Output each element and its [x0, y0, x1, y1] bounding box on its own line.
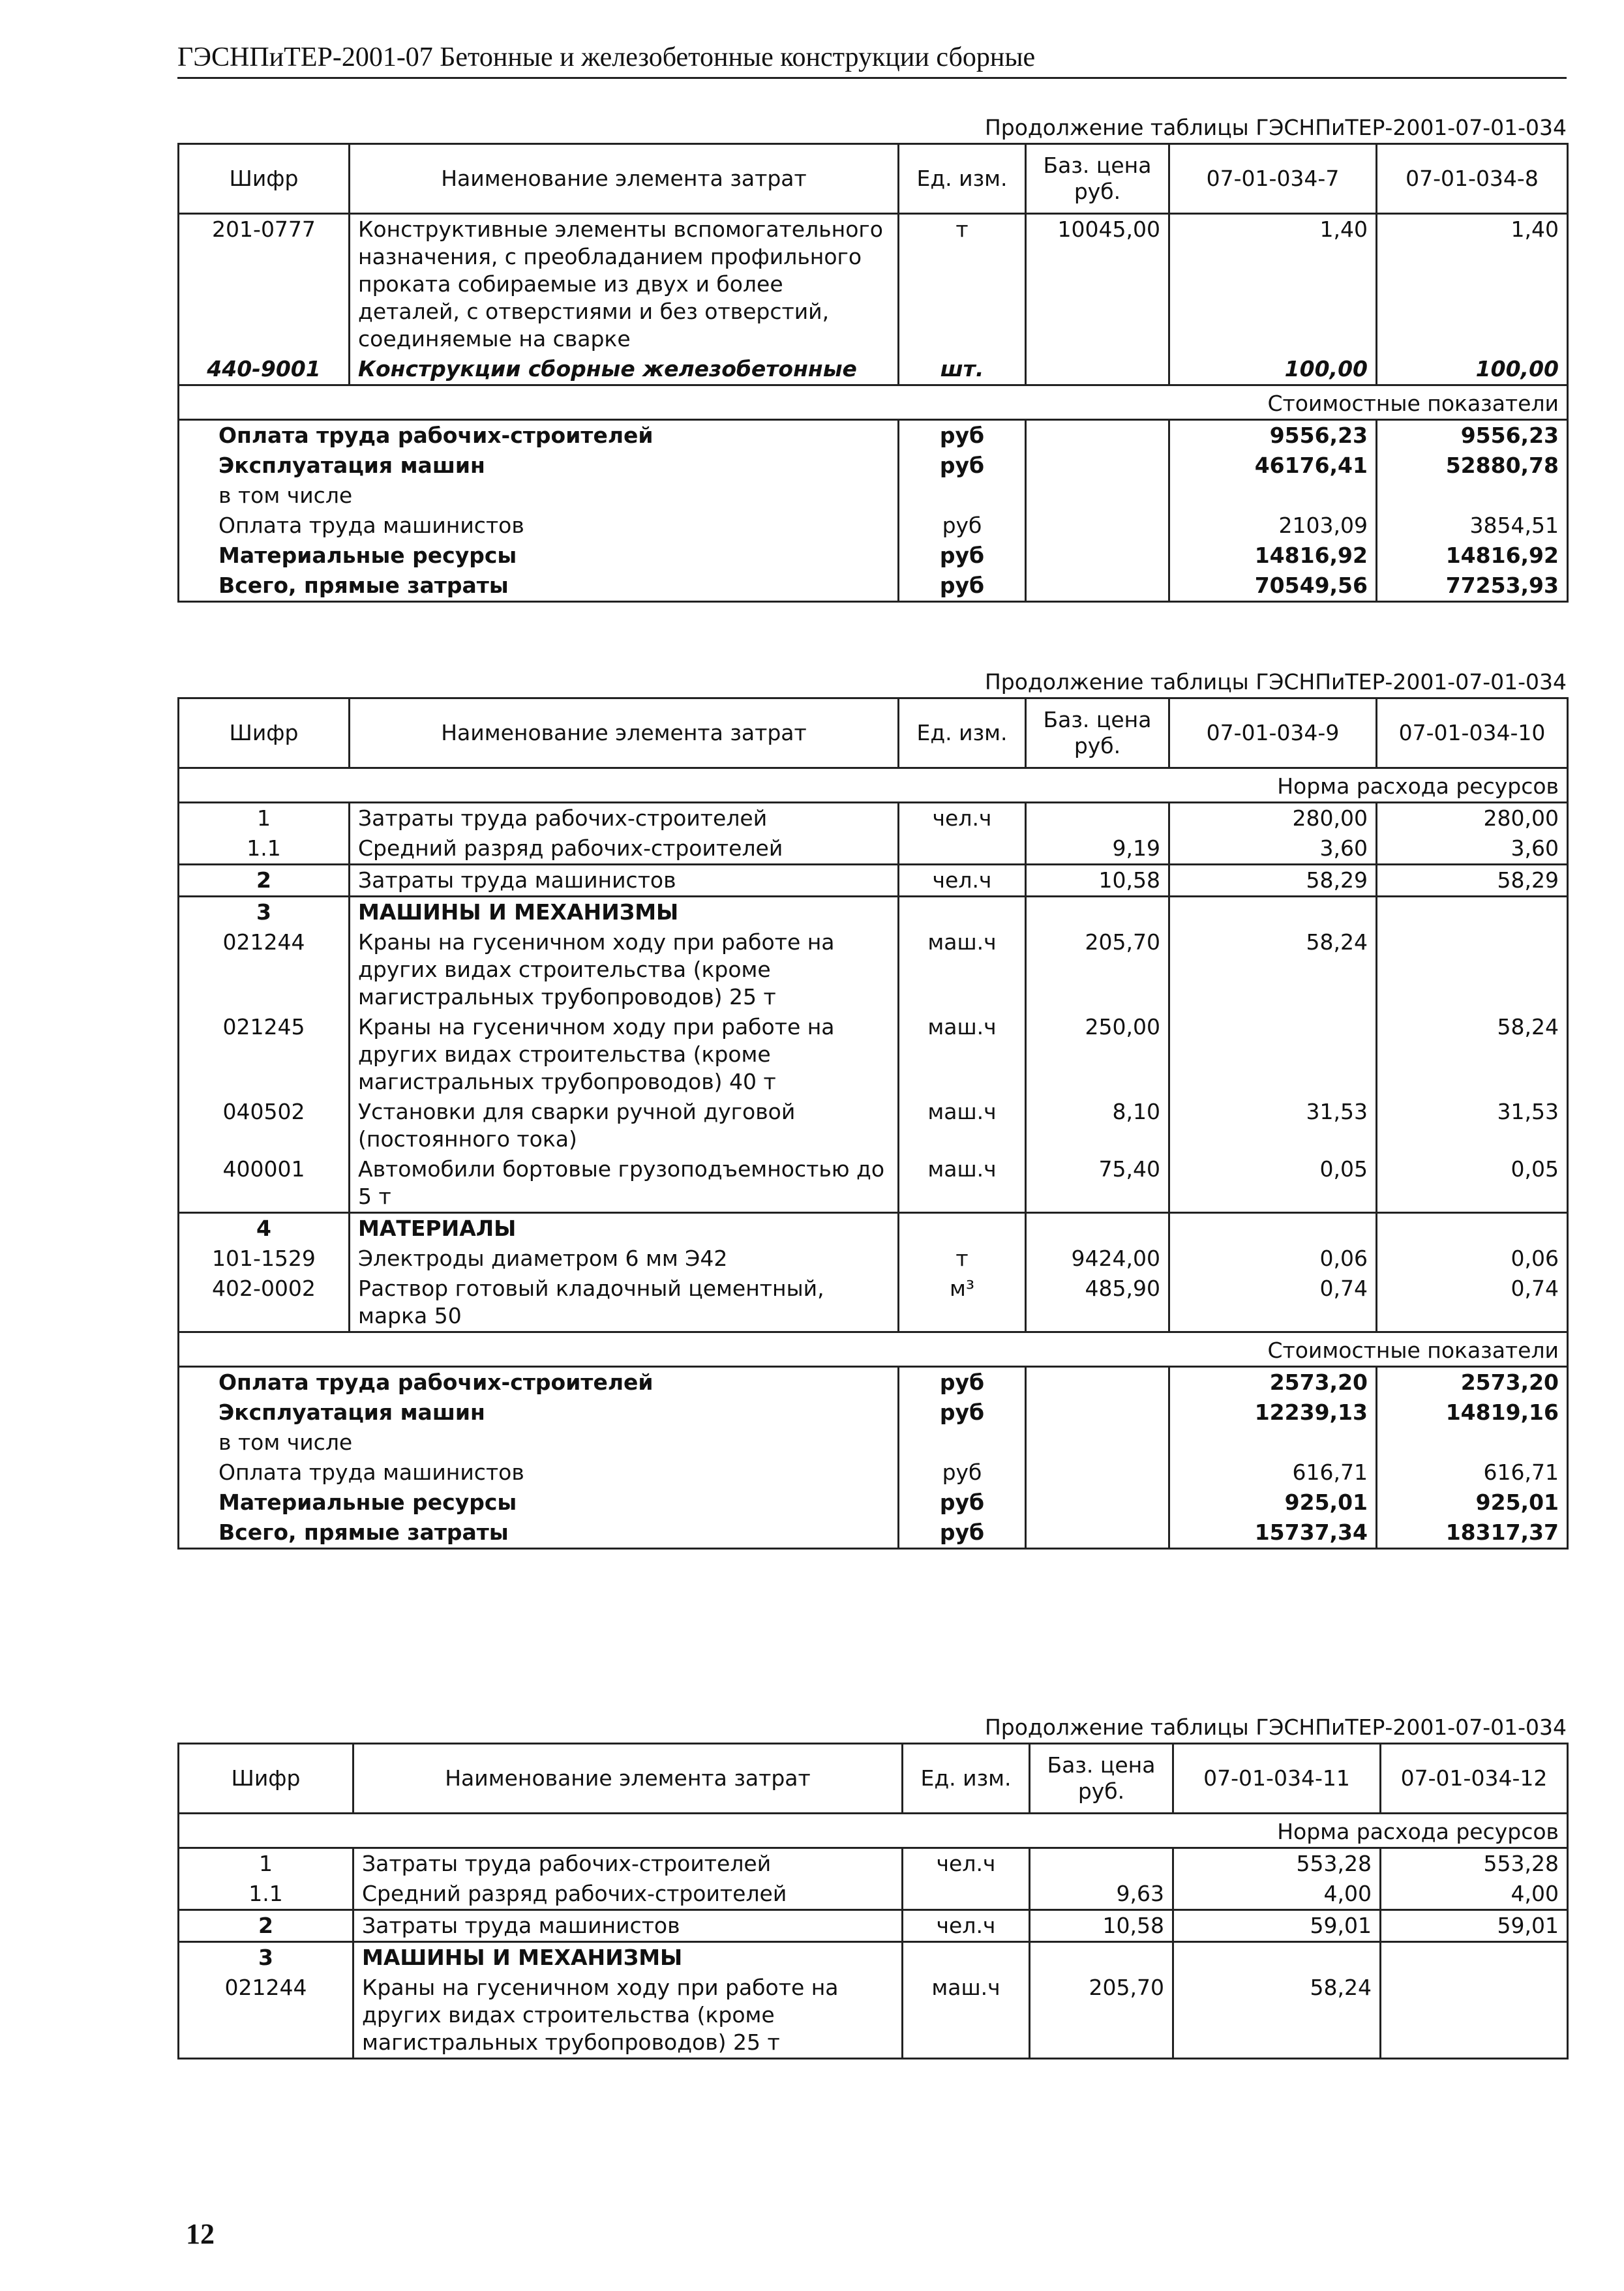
cost-empty: [1026, 420, 1169, 451]
row-value-a: [1173, 1942, 1381, 1973]
cost-empty: [1026, 541, 1169, 571]
row-value-a: [1169, 1012, 1377, 1097]
cost-unit: руб: [899, 541, 1026, 571]
row-code: 021244: [179, 1973, 353, 2059]
cost-row: [179, 1518, 1568, 1549]
cost-label: Эксплуатация машин: [179, 451, 899, 481]
cost-row: [179, 481, 1568, 511]
row-name: Автомобили бортовые грузоподъемностью до 5 т: [350, 1154, 899, 1213]
table-row: [179, 1973, 1568, 2059]
row-value-a: [1169, 897, 1377, 928]
col-price: Баз. цена руб.: [1026, 698, 1169, 768]
row-unit: м³: [899, 1274, 1026, 1332]
cost-value-b: 14816,92: [1377, 541, 1568, 571]
cost-label: Всего, прямые затраты: [179, 571, 899, 602]
table-row: [179, 897, 1568, 928]
table-row: [179, 1848, 1568, 1879]
row-value-a: 100,00: [1169, 354, 1377, 385]
cost-row: [179, 511, 1568, 541]
cost-unit: руб: [899, 1367, 1026, 1398]
cost-label: Оплата труда рабочих-строителей: [179, 420, 899, 451]
cost-label: Оплата труда рабочих-строителей: [179, 1367, 899, 1398]
row-name: Затраты труда рабочих-строителей: [350, 803, 899, 834]
row-unit: маш.ч: [903, 1973, 1030, 2059]
cost-label: Материальные ресурсы: [179, 1488, 899, 1518]
row-code: 1.1: [179, 1879, 353, 1910]
table-row: [179, 865, 1568, 897]
row-price: 9,19: [1026, 833, 1169, 865]
table-row: [179, 214, 1568, 355]
col-b: 07-01-034-8: [1377, 144, 1568, 214]
row-name: Средний разряд рабочих-строителей: [350, 833, 899, 865]
row-name: Затраты труда машинистов: [353, 1910, 903, 1942]
row-value-a: 58,29: [1169, 865, 1377, 897]
cost-row: [179, 1488, 1568, 1518]
table-row: [179, 1097, 1568, 1154]
row-name: МАШИНЫ И МЕХАНИЗМЫ: [350, 897, 899, 928]
cost-value-a: 12239,13: [1169, 1398, 1377, 1428]
cost-indicators-label: Стоимостные показатели: [179, 385, 1568, 420]
col-code: Шифр: [179, 698, 350, 768]
row-name: Раствор готовый кладочный цементный, марка 50: [350, 1274, 899, 1332]
page-header: ГЭСНПиТЕР-2001-07 Бетонные и железобетонные конструкции сборные: [177, 40, 1567, 79]
cost-value-b: 18317,37: [1377, 1518, 1568, 1549]
cost-unit: руб: [899, 571, 1026, 602]
row-unit: [899, 1213, 1026, 1244]
cost-value-a: 15737,34: [1169, 1518, 1377, 1549]
row-unit: маш.ч: [899, 927, 1026, 1012]
cost-row: [179, 571, 1568, 602]
col-a: 07-01-034-9: [1169, 698, 1377, 768]
row-code: 3: [179, 1942, 353, 1973]
row-value-b: [1377, 897, 1568, 928]
cost-unit: руб: [899, 1488, 1026, 1518]
cost-row: [179, 1428, 1568, 1458]
row-value-a: 58,24: [1173, 1973, 1381, 2059]
col-unit: Ед. изм.: [899, 144, 1026, 214]
row-code: 101-1529: [179, 1244, 350, 1274]
row-name: Краны на гусеничном ходу при работе на других видах строительства (кроме магистральных трубопроводов) 25 т: [350, 927, 899, 1012]
cost-value-a: 2103,09: [1169, 511, 1377, 541]
row-unit: чел.ч: [899, 803, 1026, 834]
cost-value-a: 925,01: [1169, 1488, 1377, 1518]
table-row: [179, 1910, 1568, 1942]
cost-empty: [1026, 1367, 1169, 1398]
row-unit: маш.ч: [899, 1097, 1026, 1154]
continuation-label: Продолжение таблицы ГЭСНПиТЕР-2001-07-01-034: [984, 1715, 1567, 1740]
cost-value-b: [1377, 481, 1568, 511]
cost-value-a: 14816,92: [1169, 541, 1377, 571]
row-value-a: 31,53: [1169, 1097, 1377, 1154]
table-row: [179, 354, 1568, 385]
row-value-b: [1381, 1942, 1568, 1973]
cost-unit: [899, 481, 1026, 511]
col-code: Шифр: [179, 1744, 353, 1814]
row-value-a: 59,01: [1173, 1910, 1381, 1942]
row-unit: шт.: [899, 354, 1026, 385]
row-name: Электроды диаметром 6 мм Э42: [350, 1244, 899, 1274]
table-row: [179, 1012, 1568, 1097]
cost-value-b: 77253,93: [1377, 571, 1568, 602]
row-price: [1026, 354, 1169, 385]
row-value-b: 0,74: [1377, 1274, 1568, 1332]
col-name: Наименование элемента затрат: [350, 698, 899, 768]
row-unit: [899, 833, 1026, 865]
row-name: Затраты труда рабочих-строителей: [353, 1848, 903, 1879]
row-value-b: 4,00: [1381, 1879, 1568, 1910]
cost-value-a: [1169, 1428, 1377, 1458]
cost-value-b: 925,01: [1377, 1488, 1568, 1518]
col-unit: Ед. изм.: [899, 698, 1026, 768]
cost-unit: руб: [899, 511, 1026, 541]
row-price: 10,58: [1030, 1910, 1173, 1942]
row-value-a: 553,28: [1173, 1848, 1381, 1879]
row-code: 021245: [179, 1012, 350, 1097]
row-value-b: 3,60: [1377, 833, 1568, 865]
row-unit: т: [899, 1244, 1026, 1274]
cost-indicators-label: Стоимостные показатели: [179, 1332, 1568, 1367]
cost-value-a: 9556,23: [1169, 420, 1377, 451]
table-row: [179, 1244, 1568, 1274]
col-b: 07-01-034-10: [1377, 698, 1568, 768]
table-row: [179, 1213, 1568, 1244]
row-name: МАШИНЫ И МЕХАНИЗМЫ: [353, 1942, 903, 1973]
row-code: 1.1: [179, 833, 350, 865]
continuation-label: Продолжение таблицы ГЭСНПиТЕР-2001-07-01-034: [984, 115, 1567, 140]
row-code: 402-0002: [179, 1274, 350, 1332]
col-name: Наименование элемента затрат: [353, 1744, 903, 1814]
row-value-a: 3,60: [1169, 833, 1377, 865]
row-value-a: 0,05: [1169, 1154, 1377, 1213]
row-unit: чел.ч: [899, 865, 1026, 897]
row-value-b: 59,01: [1381, 1910, 1568, 1942]
row-price: 75,40: [1026, 1154, 1169, 1213]
table-row: [179, 1274, 1568, 1332]
cost-value-a: [1169, 481, 1377, 511]
cost-value-b: [1377, 1428, 1568, 1458]
section-row: [179, 1332, 1568, 1367]
cost-value-b: 52880,78: [1377, 451, 1568, 481]
row-price: 10045,00: [1026, 214, 1169, 355]
row-unit: [903, 1942, 1030, 1973]
row-value-b: 58,29: [1377, 865, 1568, 897]
row-code: 040502: [179, 1097, 350, 1154]
cost-empty: [1026, 1518, 1169, 1549]
cost-value-b: 14819,16: [1377, 1398, 1568, 1428]
row-value-b: 1,40: [1377, 214, 1568, 355]
row-unit: т: [899, 214, 1026, 355]
row-price: 205,70: [1026, 927, 1169, 1012]
row-price: [1026, 803, 1169, 834]
row-value-b: 100,00: [1377, 354, 1568, 385]
cost-label: Эксплуатация машин: [179, 1398, 899, 1428]
cost-empty: [1026, 1458, 1169, 1488]
section-row: [179, 385, 1568, 420]
cost-table-3: [177, 1743, 1569, 2059]
row-value-a: 1,40: [1169, 214, 1377, 355]
col-a: 07-01-034-7: [1169, 144, 1377, 214]
cost-row: [179, 420, 1568, 451]
row-code: 4: [179, 1213, 350, 1244]
row-value-a: 0,06: [1169, 1244, 1377, 1274]
row-name: Затраты труда машинистов: [350, 865, 899, 897]
row-value-b: 0,06: [1377, 1244, 1568, 1274]
row-price: 8,10: [1026, 1097, 1169, 1154]
row-unit: чел.ч: [903, 1910, 1030, 1942]
row-value-a: 280,00: [1169, 803, 1377, 834]
row-value-b: 0,05: [1377, 1154, 1568, 1213]
row-value-a: 0,74: [1169, 1274, 1377, 1332]
row-value-b: [1377, 1213, 1568, 1244]
row-price: 485,90: [1026, 1274, 1169, 1332]
cost-value-a: 2573,20: [1169, 1367, 1377, 1398]
cost-value-a: 70549,56: [1169, 571, 1377, 602]
col-code: Шифр: [179, 144, 350, 214]
cost-table-1: [177, 143, 1569, 603]
row-price: 10,58: [1026, 865, 1169, 897]
cost-unit: [899, 1428, 1026, 1458]
cost-label: в том числе: [179, 1428, 899, 1458]
col-name: Наименование элемента затрат: [350, 144, 899, 214]
cost-empty: [1026, 481, 1169, 511]
table-block-3: [177, 1714, 1567, 2059]
cost-value-a: 46176,41: [1169, 451, 1377, 481]
table-row: [179, 1879, 1568, 1910]
row-price: 250,00: [1026, 1012, 1169, 1097]
row-unit: [899, 897, 1026, 928]
row-value-b: 31,53: [1377, 1097, 1568, 1154]
row-name: Конструкции сборные железобетонные: [350, 354, 899, 385]
col-a: 07-01-034-11: [1173, 1744, 1381, 1814]
cost-label: в том числе: [179, 481, 899, 511]
cost-label: Всего, прямые затраты: [179, 1518, 899, 1549]
cost-value-b: 9556,23: [1377, 420, 1568, 451]
row-unit: чел.ч: [903, 1848, 1030, 1879]
cost-unit: руб: [899, 451, 1026, 481]
row-price: [1030, 1848, 1173, 1879]
table-row: [179, 1942, 1568, 1973]
cost-empty: [1026, 511, 1169, 541]
row-code: 440-9001: [179, 354, 350, 385]
row-name: Установки для сварки ручной дуговой (постоянного тока): [350, 1097, 899, 1154]
cost-table-2: [177, 697, 1569, 1550]
table-row: [179, 1154, 1568, 1213]
row-code: 021244: [179, 927, 350, 1012]
cost-value-a: 616,71: [1169, 1458, 1377, 1488]
cost-unit: руб: [899, 1458, 1026, 1488]
row-value-b: 553,28: [1381, 1848, 1568, 1879]
row-unit: [903, 1879, 1030, 1910]
resource-norms-label: Норма расхода ресурсов: [179, 1814, 1568, 1848]
row-code: 1: [179, 1848, 353, 1879]
cost-unit: руб: [899, 420, 1026, 451]
row-name: Краны на гусеничном ходу при работе на других видах строительства (кроме магистральных трубопроводов) 25 т: [353, 1973, 903, 2059]
cost-empty: [1026, 1488, 1169, 1518]
table-row: [179, 833, 1568, 865]
table-row: [179, 803, 1568, 834]
cost-row: [179, 451, 1568, 481]
cost-value-b: 2573,20: [1377, 1367, 1568, 1398]
section-row: [179, 1814, 1568, 1848]
row-value-a: [1169, 1213, 1377, 1244]
row-name: Краны на гусеничном ходу при работе на других видах строительства (кроме магистральных трубопроводов) 40 т: [350, 1012, 899, 1097]
cost-empty: [1026, 1428, 1169, 1458]
row-name: Конструктивные элементы вспомогательного назначения, с преобладанием профильного проката собираемые из двух и более деталей, с отверстиями и без отверстий, соединяемые на сварке: [350, 214, 899, 355]
row-price: 9,63: [1030, 1879, 1173, 1910]
cost-value-b: 616,71: [1377, 1458, 1568, 1488]
cost-empty: [1026, 1398, 1169, 1428]
row-code: 3: [179, 897, 350, 928]
col-price: Баз. цена руб.: [1030, 1744, 1173, 1814]
cost-value-b: 3854,51: [1377, 511, 1568, 541]
continuation-label: Продолжение таблицы ГЭСНПиТЕР-2001-07-01-034: [984, 669, 1567, 695]
row-name: МАТЕРИАЛЫ: [350, 1213, 899, 1244]
row-code: 201-0777: [179, 214, 350, 355]
resource-norms-label: Норма расхода ресурсов: [179, 768, 1568, 803]
col-b: 07-01-034-12: [1381, 1744, 1568, 1814]
cost-row: [179, 1398, 1568, 1428]
cost-row: [179, 1367, 1568, 1398]
row-price: [1030, 1942, 1173, 1973]
row-price: 9424,00: [1026, 1244, 1169, 1274]
row-value-a: 4,00: [1173, 1879, 1381, 1910]
cost-unit: руб: [899, 1518, 1026, 1549]
cost-empty: [1026, 571, 1169, 602]
section-row: [179, 768, 1568, 803]
row-unit: маш.ч: [899, 1154, 1026, 1213]
cost-row: [179, 1458, 1568, 1488]
table-block-2: [177, 668, 1567, 1550]
header-row: [179, 698, 1568, 768]
cost-row: [179, 541, 1568, 571]
col-price: Баз. цена руб.: [1026, 144, 1169, 214]
cost-empty: [1026, 451, 1169, 481]
row-unit: маш.ч: [899, 1012, 1026, 1097]
row-name: Средний разряд рабочих-строителей: [353, 1879, 903, 1910]
col-unit: Ед. изм.: [903, 1744, 1030, 1814]
cost-label: Материальные ресурсы: [179, 541, 899, 571]
row-value-b: [1377, 927, 1568, 1012]
row-code: 2: [179, 1910, 353, 1942]
row-code: 400001: [179, 1154, 350, 1213]
table-block-1: [177, 114, 1567, 603]
row-price: [1026, 897, 1169, 928]
cost-label: Оплата труда машинистов: [179, 1458, 899, 1488]
table-row: [179, 927, 1568, 1012]
row-price: 205,70: [1030, 1973, 1173, 2059]
row-value-b: 58,24: [1377, 1012, 1568, 1097]
cost-label: Оплата труда машинистов: [179, 511, 899, 541]
row-value-b: [1381, 1973, 1568, 2059]
header-row: [179, 144, 1568, 214]
header-row: [179, 1744, 1568, 1814]
page-number: 12: [186, 2218, 215, 2250]
row-value-a: 58,24: [1169, 927, 1377, 1012]
row-price: [1026, 1213, 1169, 1244]
row-code: 2: [179, 865, 350, 897]
cost-unit: руб: [899, 1398, 1026, 1428]
row-value-b: 280,00: [1377, 803, 1568, 834]
row-code: 1: [179, 803, 350, 834]
